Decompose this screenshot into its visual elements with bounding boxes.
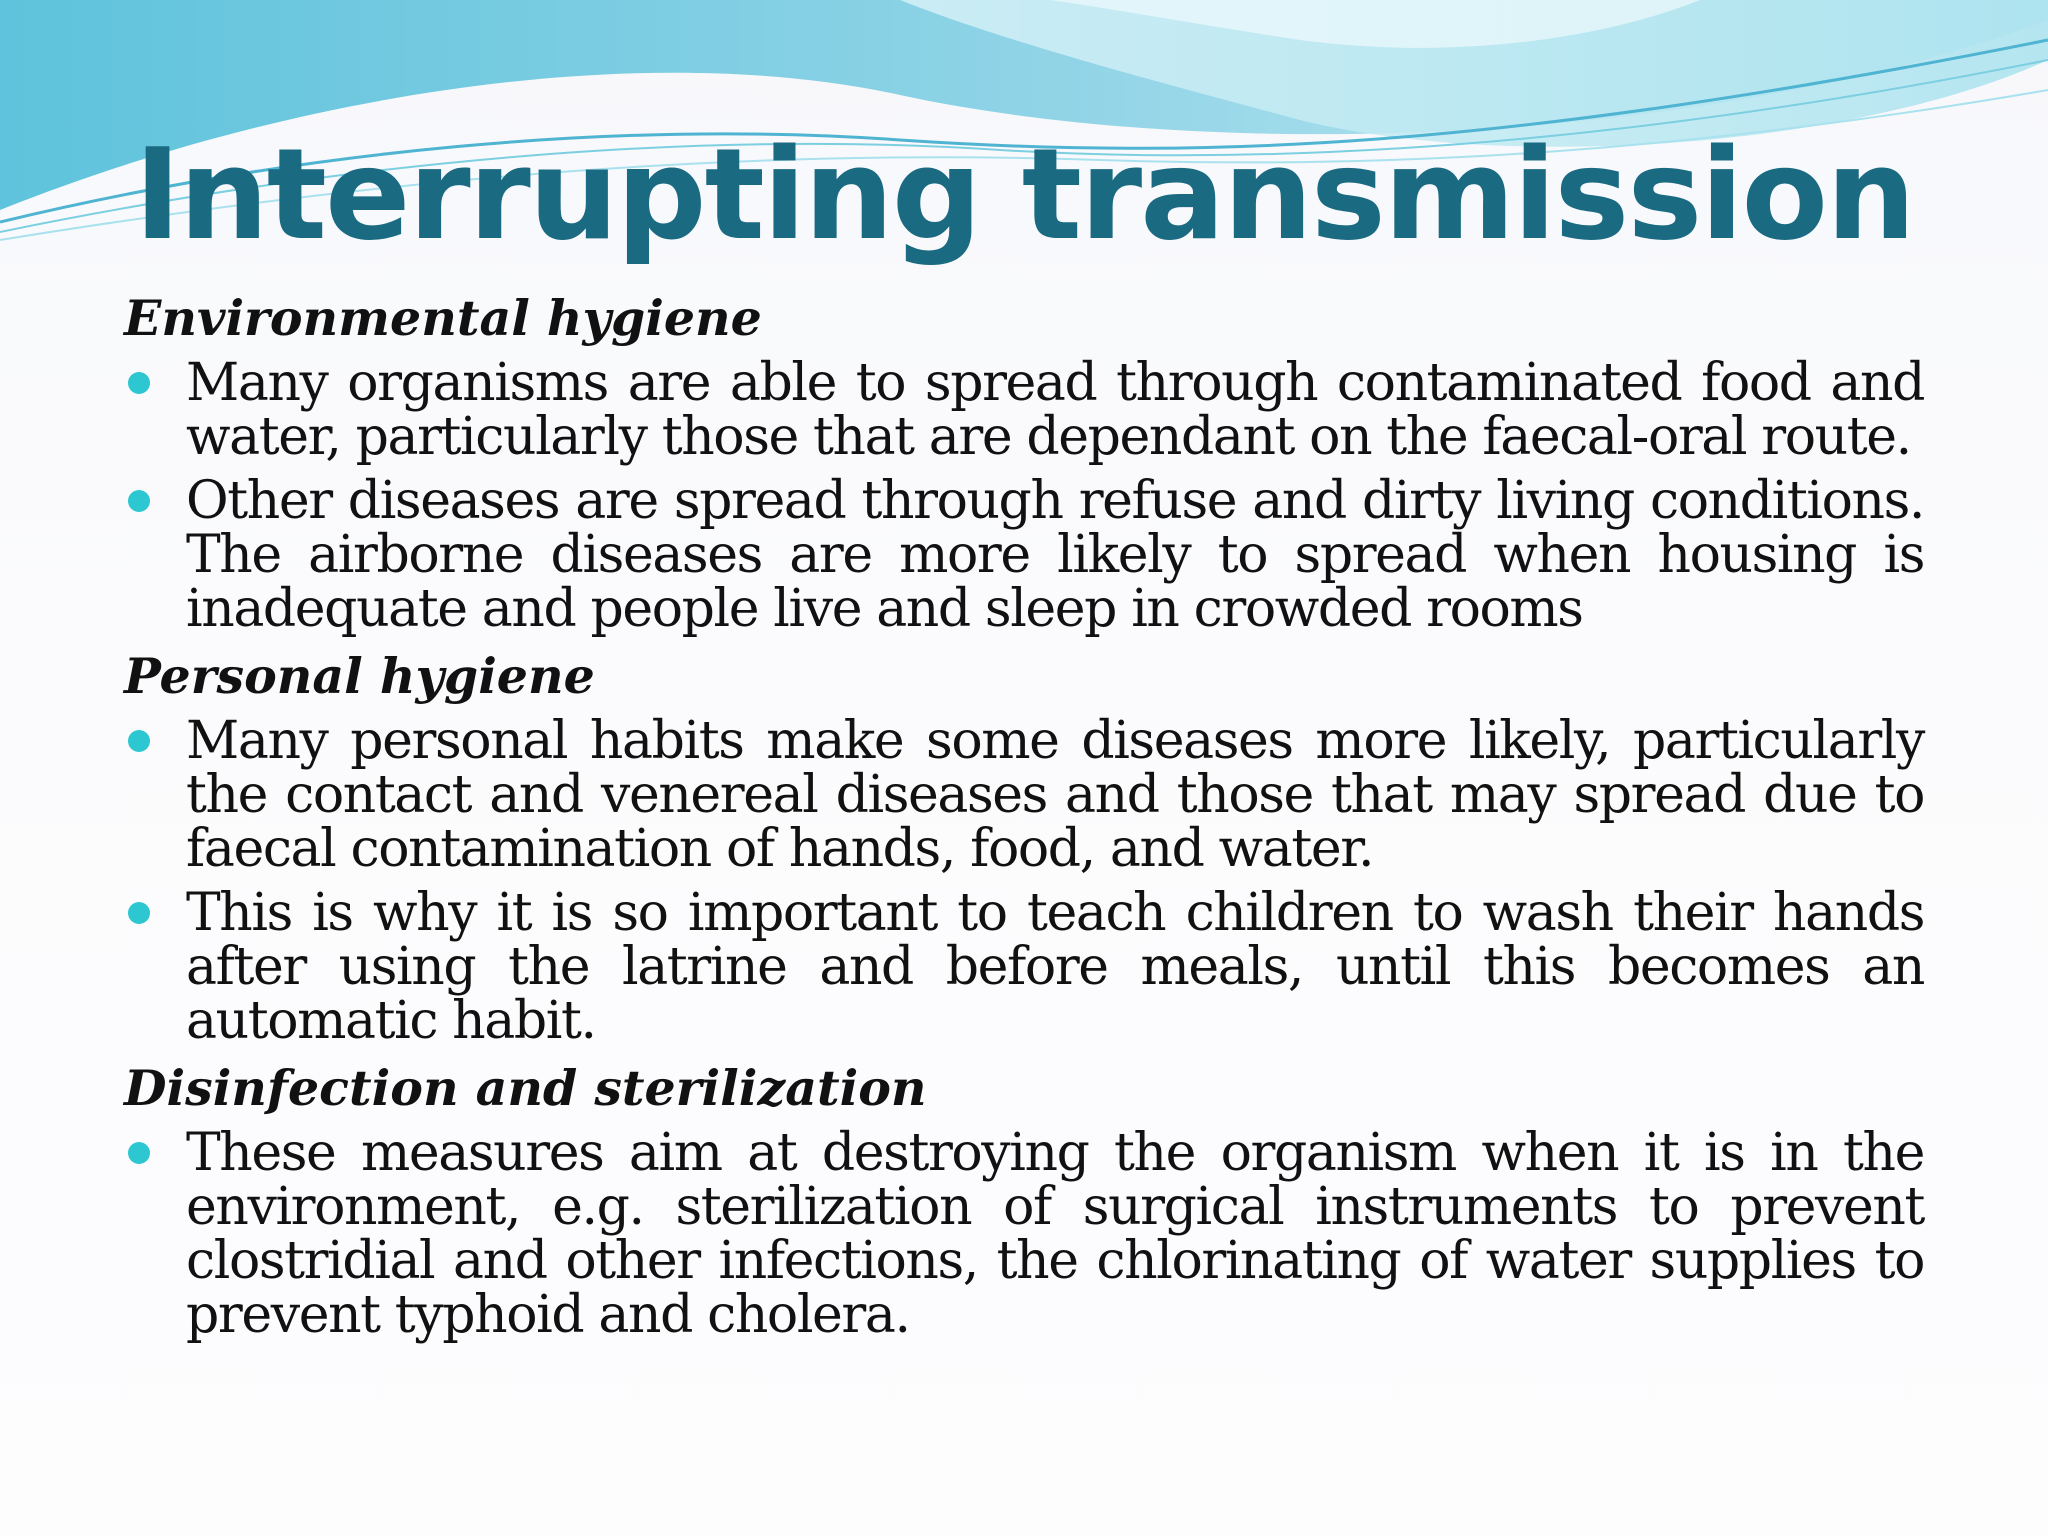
bullet-text: Other diseases are spread through refuse and dirty living conditions. The airborne diseases are more likely to spread when housing is inadequate and people live and sleep in crowded rooms [186, 471, 1924, 639]
bullet-item [124, 1123, 1924, 1345]
bullet-dot-icon [128, 902, 150, 924]
bullet-text: Many organisms are able to spread through contaminated food and water, particularly those that are dependant on the faecal-oral route. [186, 353, 1924, 467]
bullet-dot-icon [128, 372, 150, 394]
bullet-list-personal-hygiene [124, 711, 1924, 1051]
section-heading-disinfection-sterilization: Disinfection and sterilization [124, 1059, 927, 1117]
slide-title: Interrupting transmission [134, 121, 1914, 268]
section-heading-personal-hygiene: Personal hygiene [124, 647, 595, 705]
section-heading-environmental-hygiene: Environmental hygiene [124, 289, 762, 347]
bullet-item [124, 471, 1924, 639]
bullet-dot-icon [128, 490, 150, 512]
bullet-dot-icon [128, 1142, 150, 1164]
bullet-list-environmental-hygiene [124, 353, 1924, 639]
bullet-dot-icon [128, 730, 150, 752]
bullet-item [124, 883, 1924, 1051]
bullet-text: Many personal habits make some diseases more likely, particularly the contact and venereal diseases and those that may spread due to faecal contamination of hands, food, and water. [186, 711, 1924, 879]
bullet-text: These measures aim at destroying the organism when it is in the environment, e.g. sterilization of surgical instruments to prevent clostridial and other infections, the chlorinating of water supplies to prevent typhoid and cholera. [186, 1123, 1924, 1345]
bullet-list-disinfection-sterilization [124, 1123, 1924, 1345]
bullet-item [124, 711, 1924, 879]
slide-content [124, 288, 1924, 1352]
bullet-item [124, 353, 1924, 467]
bullet-text: This is why it is so important to teach children to wash their hands after using the latrine and before meals, until this becomes an automatic habit. [186, 883, 1924, 1051]
